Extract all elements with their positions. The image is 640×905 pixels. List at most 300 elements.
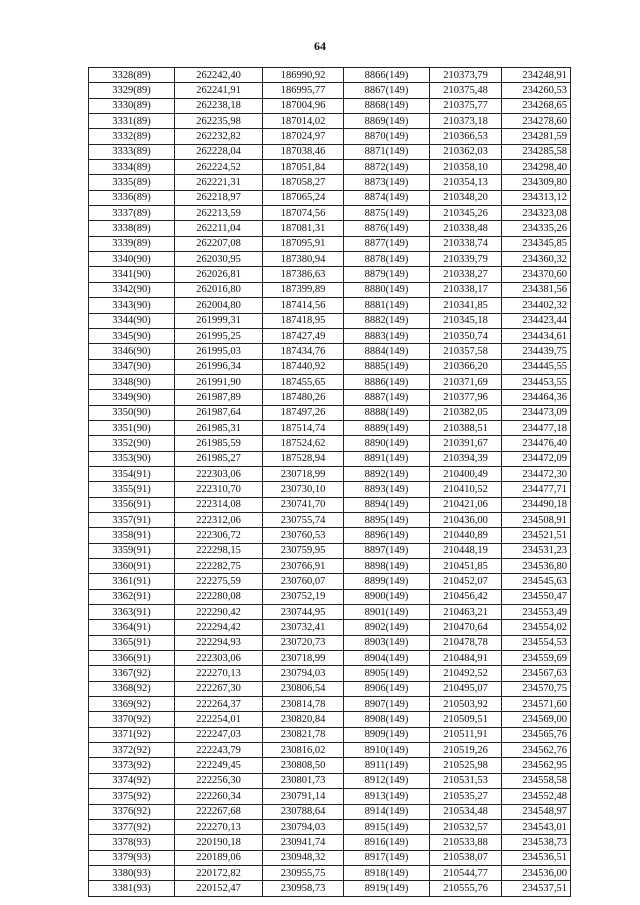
table-row xyxy=(89,773,571,788)
cell-x-right: 210366,53 xyxy=(430,129,502,144)
cell-point-id-right: 8871(149) xyxy=(344,144,430,159)
cell-point-id-right: 8875(149) xyxy=(344,206,430,221)
cell-x-right: 210532,57 xyxy=(430,819,502,834)
cell-point-id-left: 3381(93) xyxy=(89,881,175,896)
cell-point-id-left: 3368(92) xyxy=(89,681,175,696)
cell-point-id-left: 3366(91) xyxy=(89,651,175,666)
cell-point-id-left: 3362(91) xyxy=(89,589,175,604)
cell-x-right: 210350,74 xyxy=(430,328,502,343)
cell-point-id-right: 8917(149) xyxy=(344,850,430,865)
cell-y-right: 234571,60 xyxy=(502,697,571,712)
cell-x-right: 210338,48 xyxy=(430,221,502,236)
cell-y-right: 234281,59 xyxy=(502,129,571,144)
table-row xyxy=(89,466,571,481)
cell-x-left: 222249,45 xyxy=(175,758,263,773)
table-row xyxy=(89,666,571,681)
cell-x-right: 210421,06 xyxy=(430,497,502,512)
cell-point-id-right: 8882(149) xyxy=(344,313,430,328)
cell-y-left: 187004,96 xyxy=(263,98,344,113)
table-row xyxy=(89,605,571,620)
table-row xyxy=(89,83,571,98)
cell-x-left: 262030,95 xyxy=(175,252,263,267)
cell-x-left: 222314,08 xyxy=(175,497,263,512)
cell-point-id-left: 3369(92) xyxy=(89,697,175,712)
cell-point-id-left: 3342(90) xyxy=(89,282,175,297)
cell-x-left: 261985,59 xyxy=(175,436,263,451)
cell-point-id-right: 8902(149) xyxy=(344,620,430,635)
table-row xyxy=(89,850,571,865)
cell-x-right: 210463,21 xyxy=(430,605,502,620)
cell-y-left: 230808,50 xyxy=(263,758,344,773)
cell-y-left: 230941,74 xyxy=(263,835,344,850)
cell-point-id-left: 3347(90) xyxy=(89,359,175,374)
cell-y-left: 230759,95 xyxy=(263,543,344,558)
cell-x-left: 222264,37 xyxy=(175,697,263,712)
cell-x-right: 210388,51 xyxy=(430,420,502,435)
cell-y-left: 230801,73 xyxy=(263,773,344,788)
cell-y-left: 187024,97 xyxy=(263,129,344,144)
table-row xyxy=(89,482,571,497)
cell-point-id-left: 3333(89) xyxy=(89,144,175,159)
cell-point-id-right: 8874(149) xyxy=(344,190,430,205)
cell-y-right: 234521,51 xyxy=(502,528,571,543)
cell-point-id-left: 3334(89) xyxy=(89,160,175,175)
cell-x-left: 262213,59 xyxy=(175,206,263,221)
cell-x-left: 220190,18 xyxy=(175,835,263,850)
cell-point-id-right: 8877(149) xyxy=(344,236,430,251)
cell-point-id-right: 8881(149) xyxy=(344,298,430,313)
cell-y-right: 234260,53 xyxy=(502,83,571,98)
table-row xyxy=(89,574,571,589)
cell-point-id-right: 8907(149) xyxy=(344,697,430,712)
cell-y-right: 234554,53 xyxy=(502,635,571,650)
cell-x-left: 220189,06 xyxy=(175,850,263,865)
cell-point-id-left: 3349(90) xyxy=(89,390,175,405)
cell-y-right: 234445,55 xyxy=(502,359,571,374)
cell-point-id-right: 8873(149) xyxy=(344,175,430,190)
cell-point-id-left: 3374(92) xyxy=(89,773,175,788)
cell-point-id-right: 8879(149) xyxy=(344,267,430,282)
cell-y-left: 230820,84 xyxy=(263,712,344,727)
cell-x-left: 222303,06 xyxy=(175,651,263,666)
table-row xyxy=(89,881,571,896)
cell-x-right: 210341,85 xyxy=(430,298,502,313)
table-row xyxy=(89,344,571,359)
cell-y-right: 234537,51 xyxy=(502,881,571,896)
cell-point-id-left: 3359(91) xyxy=(89,543,175,558)
table-row xyxy=(89,743,571,758)
table-row xyxy=(89,589,571,604)
cell-x-left: 222243,79 xyxy=(175,743,263,758)
cell-point-id-left: 3355(91) xyxy=(89,482,175,497)
cell-point-id-left: 3376(92) xyxy=(89,804,175,819)
cell-x-right: 210371,69 xyxy=(430,374,502,389)
cell-point-id-left: 3354(91) xyxy=(89,466,175,481)
cell-x-right: 210382,05 xyxy=(430,405,502,420)
cell-point-id-right: 8903(149) xyxy=(344,635,430,650)
cell-y-left: 187380,94 xyxy=(263,252,344,267)
cell-y-right: 234335,26 xyxy=(502,221,571,236)
cell-x-right: 210456,42 xyxy=(430,589,502,604)
cell-x-right: 210354,13 xyxy=(430,175,502,190)
cell-y-left: 187528,94 xyxy=(263,451,344,466)
cell-point-id-right: 8899(149) xyxy=(344,574,430,589)
cell-point-id-right: 8876(149) xyxy=(344,221,430,236)
cell-y-left: 230794,03 xyxy=(263,666,344,681)
cell-y-right: 234545,63 xyxy=(502,574,571,589)
cell-y-left: 187065,24 xyxy=(263,190,344,205)
cell-point-id-right: 8872(149) xyxy=(344,160,430,175)
cell-point-id-left: 3350(90) xyxy=(89,405,175,420)
cell-point-id-right: 8890(149) xyxy=(344,436,430,451)
cell-x-left: 261985,27 xyxy=(175,451,263,466)
cell-y-right: 234536,80 xyxy=(502,559,571,574)
cell-x-left: 222298,15 xyxy=(175,543,263,558)
cell-point-id-left: 3339(89) xyxy=(89,236,175,251)
cell-x-left: 222312,06 xyxy=(175,512,263,527)
cell-y-left: 230718,99 xyxy=(263,466,344,481)
cell-y-right: 234248,91 xyxy=(502,68,571,83)
cell-point-id-right: 8888(149) xyxy=(344,405,430,420)
cell-point-id-left: 3341(90) xyxy=(89,267,175,282)
cell-x-right: 210358,10 xyxy=(430,160,502,175)
cell-point-id-right: 8870(149) xyxy=(344,129,430,144)
cell-y-left: 230766,91 xyxy=(263,559,344,574)
page-number: 64 xyxy=(314,39,326,53)
cell-x-right: 210478,78 xyxy=(430,635,502,650)
cell-x-left: 222290,42 xyxy=(175,605,263,620)
cell-x-left: 222275,59 xyxy=(175,574,263,589)
table-row xyxy=(89,160,571,175)
cell-y-right: 234434,61 xyxy=(502,328,571,343)
cell-point-id-right: 8894(149) xyxy=(344,497,430,512)
table-row xyxy=(89,712,571,727)
cell-point-id-right: 8914(149) xyxy=(344,804,430,819)
cell-y-left: 230948,32 xyxy=(263,850,344,865)
cell-point-id-left: 3352(90) xyxy=(89,436,175,451)
cell-x-right: 210492,52 xyxy=(430,666,502,681)
cell-x-left: 261995,03 xyxy=(175,344,263,359)
cell-y-right: 234313,12 xyxy=(502,190,571,205)
cell-x-right: 210357,58 xyxy=(430,344,502,359)
cell-point-id-right: 8867(149) xyxy=(344,83,430,98)
cell-point-id-right: 8910(149) xyxy=(344,743,430,758)
cell-y-left: 187414,56 xyxy=(263,298,344,313)
cell-y-right: 234472,30 xyxy=(502,466,571,481)
cell-point-id-right: 8892(149) xyxy=(344,466,430,481)
cell-y-right: 234360,32 xyxy=(502,252,571,267)
cell-point-id-right: 8900(149) xyxy=(344,589,430,604)
cell-point-id-left: 3338(89) xyxy=(89,221,175,236)
table-row xyxy=(89,635,571,650)
cell-point-id-right: 8912(149) xyxy=(344,773,430,788)
table-row xyxy=(89,835,571,850)
cell-point-id-left: 3367(92) xyxy=(89,666,175,681)
cell-x-right: 210345,18 xyxy=(430,313,502,328)
cell-point-id-right: 8916(149) xyxy=(344,835,430,850)
cell-x-left: 220152,47 xyxy=(175,881,263,896)
cell-x-right: 210339,79 xyxy=(430,252,502,267)
cell-x-right: 210410,52 xyxy=(430,482,502,497)
cell-y-right: 234570,75 xyxy=(502,681,571,696)
cell-x-left: 261995,25 xyxy=(175,328,263,343)
cell-y-left: 230755,74 xyxy=(263,512,344,527)
table-row xyxy=(89,420,571,435)
cell-y-right: 234402,32 xyxy=(502,298,571,313)
cell-point-id-right: 8906(149) xyxy=(344,681,430,696)
cell-x-left: 222310,70 xyxy=(175,482,263,497)
cell-y-right: 234508,91 xyxy=(502,512,571,527)
cell-y-right: 234558,58 xyxy=(502,773,571,788)
table-row xyxy=(89,282,571,297)
cell-x-left: 222280,08 xyxy=(175,589,263,604)
table-row xyxy=(89,865,571,880)
cell-point-id-right: 8897(149) xyxy=(344,543,430,558)
cell-y-right: 234278,60 xyxy=(502,114,571,129)
cell-point-id-right: 8898(149) xyxy=(344,559,430,574)
cell-y-right: 234453,55 xyxy=(502,374,571,389)
cell-y-left: 230744,95 xyxy=(263,605,344,620)
table-row xyxy=(89,497,571,512)
cell-y-right: 234548,97 xyxy=(502,804,571,819)
cell-point-id-right: 8887(149) xyxy=(344,390,430,405)
table-row xyxy=(89,390,571,405)
cell-x-right: 210535,27 xyxy=(430,789,502,804)
cell-x-left: 262218,97 xyxy=(175,190,263,205)
cell-y-right: 234536,51 xyxy=(502,850,571,865)
table-row xyxy=(89,129,571,144)
cell-point-id-left: 3358(91) xyxy=(89,528,175,543)
cell-x-right: 210534,48 xyxy=(430,804,502,819)
table-row xyxy=(89,651,571,666)
cell-x-right: 210448,19 xyxy=(430,543,502,558)
table-row xyxy=(89,206,571,221)
cell-y-left: 230720,73 xyxy=(263,635,344,650)
cell-point-id-right: 8883(149) xyxy=(344,328,430,343)
cell-point-id-left: 3363(91) xyxy=(89,605,175,620)
cell-y-right: 234345,85 xyxy=(502,236,571,251)
cell-x-left: 262221,31 xyxy=(175,175,263,190)
cell-y-left: 187440,92 xyxy=(263,359,344,374)
cell-point-id-right: 8886(149) xyxy=(344,374,430,389)
cell-y-left: 230752,19 xyxy=(263,589,344,604)
cell-point-id-right: 8919(149) xyxy=(344,881,430,896)
cell-y-left: 187038,46 xyxy=(263,144,344,159)
cell-point-id-left: 3346(90) xyxy=(89,344,175,359)
cell-x-left: 262224,52 xyxy=(175,160,263,175)
table-body xyxy=(89,68,571,897)
cell-y-left: 230760,07 xyxy=(263,574,344,589)
cell-y-left: 187386,63 xyxy=(263,267,344,282)
cell-x-left: 261987,64 xyxy=(175,405,263,420)
cell-y-left: 186995,77 xyxy=(263,83,344,98)
cell-point-id-left: 3335(89) xyxy=(89,175,175,190)
cell-x-right: 210511,91 xyxy=(430,727,502,742)
cell-y-right: 234473,09 xyxy=(502,405,571,420)
cell-y-left: 186990,92 xyxy=(263,68,344,83)
cell-point-id-left: 3371(92) xyxy=(89,727,175,742)
table-row xyxy=(89,144,571,159)
cell-y-right: 234464,36 xyxy=(502,390,571,405)
cell-y-left: 230821,78 xyxy=(263,727,344,742)
cell-point-id-left: 3351(90) xyxy=(89,420,175,435)
cell-point-id-left: 3337(89) xyxy=(89,206,175,221)
cell-point-id-right: 8880(149) xyxy=(344,282,430,297)
cell-y-left: 230718,99 xyxy=(263,651,344,666)
cell-point-id-left: 3348(90) xyxy=(89,374,175,389)
cell-y-right: 234538,73 xyxy=(502,835,571,850)
cell-x-left: 222260,34 xyxy=(175,789,263,804)
table-row xyxy=(89,620,571,635)
cell-point-id-right: 8911(149) xyxy=(344,758,430,773)
table-row xyxy=(89,267,571,282)
table-row xyxy=(89,559,571,574)
cell-point-id-left: 3378(93) xyxy=(89,835,175,850)
table-row xyxy=(89,451,571,466)
table-row xyxy=(89,528,571,543)
table-row xyxy=(89,175,571,190)
cell-point-id-right: 8889(149) xyxy=(344,420,430,435)
cell-x-right: 210451,85 xyxy=(430,559,502,574)
cell-x-left: 261996,34 xyxy=(175,359,263,374)
cell-x-right: 210531,53 xyxy=(430,773,502,788)
cell-y-left: 230958,73 xyxy=(263,881,344,896)
cell-y-right: 234562,95 xyxy=(502,758,571,773)
cell-x-right: 210544,77 xyxy=(430,865,502,880)
table-row xyxy=(89,681,571,696)
cell-x-right: 210348,20 xyxy=(430,190,502,205)
cell-x-left: 222306,72 xyxy=(175,528,263,543)
cell-y-left: 187455,65 xyxy=(263,374,344,389)
cell-y-right: 234298,40 xyxy=(502,160,571,175)
cell-y-right: 234552,48 xyxy=(502,789,571,804)
table-row xyxy=(89,789,571,804)
cell-x-right: 210519,26 xyxy=(430,743,502,758)
cell-y-left: 187427,49 xyxy=(263,328,344,343)
cell-x-right: 210503,92 xyxy=(430,697,502,712)
cell-point-id-right: 8895(149) xyxy=(344,512,430,527)
cell-y-left: 187514,74 xyxy=(263,420,344,435)
table-row xyxy=(89,190,571,205)
cell-x-left: 220172,82 xyxy=(175,865,263,880)
cell-y-left: 230814,78 xyxy=(263,697,344,712)
cell-x-left: 262004,80 xyxy=(175,298,263,313)
table-row xyxy=(89,727,571,742)
table-row xyxy=(89,313,571,328)
cell-y-right: 234536,00 xyxy=(502,865,571,880)
table-row xyxy=(89,405,571,420)
cell-y-left: 187480,26 xyxy=(263,390,344,405)
table-row xyxy=(89,298,571,313)
cell-point-id-right: 8891(149) xyxy=(344,451,430,466)
cell-x-right: 210452,07 xyxy=(430,574,502,589)
cell-x-left: 222294,42 xyxy=(175,620,263,635)
table-row xyxy=(89,543,571,558)
cell-point-id-right: 8885(149) xyxy=(344,359,430,374)
cell-x-right: 210470,64 xyxy=(430,620,502,635)
cell-x-right: 210338,74 xyxy=(430,236,502,251)
cell-y-right: 234370,60 xyxy=(502,267,571,282)
cell-x-left: 222267,68 xyxy=(175,804,263,819)
cell-x-left: 262235,98 xyxy=(175,114,263,129)
cell-y-left: 187058,27 xyxy=(263,175,344,190)
cell-x-left: 222303,06 xyxy=(175,466,263,481)
table-row xyxy=(89,221,571,236)
cell-y-left: 230732,41 xyxy=(263,620,344,635)
cell-point-id-right: 8878(149) xyxy=(344,252,430,267)
cell-y-left: 187399,89 xyxy=(263,282,344,297)
cell-y-right: 234550,47 xyxy=(502,589,571,604)
table-row xyxy=(89,819,571,834)
cell-point-id-left: 3360(91) xyxy=(89,559,175,574)
cell-x-right: 210373,79 xyxy=(430,68,502,83)
cell-y-right: 234543,01 xyxy=(502,819,571,834)
cell-point-id-right: 8915(149) xyxy=(344,819,430,834)
cell-point-id-left: 3328(89) xyxy=(89,68,175,83)
cell-x-right: 210366,20 xyxy=(430,359,502,374)
cell-y-right: 234309,80 xyxy=(502,175,571,190)
cell-point-id-left: 3336(89) xyxy=(89,190,175,205)
cell-x-right: 210362,03 xyxy=(430,144,502,159)
cell-y-right: 234323,08 xyxy=(502,206,571,221)
table-row xyxy=(89,98,571,113)
cell-x-right: 210533,88 xyxy=(430,835,502,850)
cell-y-right: 234285,58 xyxy=(502,144,571,159)
cell-point-id-right: 8869(149) xyxy=(344,114,430,129)
cell-x-right: 210436,00 xyxy=(430,512,502,527)
cell-x-right: 210400,49 xyxy=(430,466,502,481)
cell-x-right: 210538,07 xyxy=(430,850,502,865)
cell-point-id-left: 3373(92) xyxy=(89,758,175,773)
cell-y-left: 187418,95 xyxy=(263,313,344,328)
cell-x-left: 262207,08 xyxy=(175,236,263,251)
cell-y-right: 234554,02 xyxy=(502,620,571,635)
cell-point-id-right: 8893(149) xyxy=(344,482,430,497)
cell-y-left: 230794,03 xyxy=(263,819,344,834)
cell-y-right: 234562,76 xyxy=(502,743,571,758)
cell-x-left: 222294,93 xyxy=(175,635,263,650)
cell-x-left: 222270,13 xyxy=(175,819,263,834)
cell-y-left: 230791,14 xyxy=(263,789,344,804)
cell-x-left: 261991,90 xyxy=(175,374,263,389)
cell-x-left: 262026,81 xyxy=(175,267,263,282)
cell-point-id-left: 3345(90) xyxy=(89,328,175,343)
cell-point-id-left: 3379(93) xyxy=(89,850,175,865)
cell-point-id-left: 3344(90) xyxy=(89,313,175,328)
cell-point-id-left: 3353(90) xyxy=(89,451,175,466)
cell-x-left: 262232,82 xyxy=(175,129,263,144)
cell-x-left: 222282,75 xyxy=(175,559,263,574)
cell-point-id-right: 8913(149) xyxy=(344,789,430,804)
cell-x-left: 261985,31 xyxy=(175,420,263,435)
cell-y-right: 234490,18 xyxy=(502,497,571,512)
cell-y-left: 187081,31 xyxy=(263,221,344,236)
cell-y-right: 234477,18 xyxy=(502,420,571,435)
cell-y-right: 234476,40 xyxy=(502,436,571,451)
cell-x-right: 210375,48 xyxy=(430,83,502,98)
cell-y-left: 187497,26 xyxy=(263,405,344,420)
cell-x-left: 262242,40 xyxy=(175,68,263,83)
cell-point-id-left: 3364(91) xyxy=(89,620,175,635)
cell-y-right: 234567,63 xyxy=(502,666,571,681)
cell-x-left: 222254,01 xyxy=(175,712,263,727)
cell-point-id-left: 3365(91) xyxy=(89,635,175,650)
table-row xyxy=(89,758,571,773)
coordinates-table xyxy=(88,67,571,897)
cell-y-left: 187524,62 xyxy=(263,436,344,451)
cell-y-right: 234381,56 xyxy=(502,282,571,297)
cell-x-left: 262238,18 xyxy=(175,98,263,113)
